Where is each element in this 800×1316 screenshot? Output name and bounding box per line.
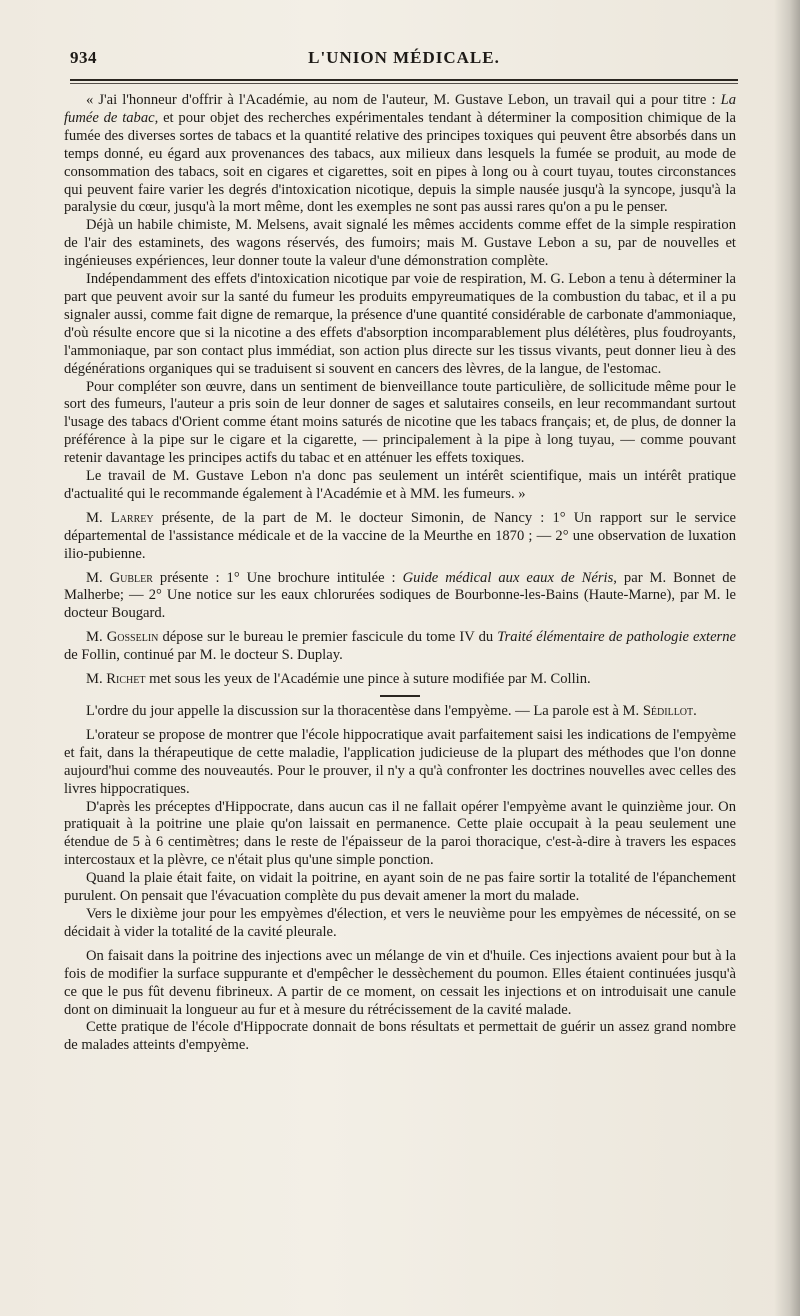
- paragraph: Vers le dixième jour pour les empyèmes d'élection, et vers le neuvième pour les empyèmes de nécessité, on se décidait à vider la totalité de la cavité pleurale.: [64, 905, 736, 940]
- speaker-name: Richet: [106, 671, 146, 688]
- speaker-name: Gosselin: [106, 629, 159, 646]
- paragraph: Pour compléter son œuvre, dans un sentiment de bienveillance toute particulière, de sollicitude même pour le sort des fumeurs, l'auteur a pris soin de leur donner de sages et salutaires conseils, en leur recommandant surtout l'usage des tabacs d'Orient comme étant moins saturés de nicotine que les tabacs français; et, de plus, de donner la préférence à la pipe sur le cigare et la cigarette, — principalement à la pipe à long tuyau, — comme pouvant retenir davantage les principes actifs du tabac et en atténuer les effets toxiques.: [64, 378, 736, 467]
- paragraph: « J'ai l'honneur d'offrir à l'Académie, au nom de l'auteur, M. Gustave Lebon, un travail qui a pour titre : La fumée de tabac, et pour objet des recherches expérimentales tendant à déterminer la composition chimique de la fumée des diverses sortes de tabacs et la quantité relative des principes toxiques qui peuvent être absorbés dans un temps donné, eu égard aux provenances des tabacs, aux milieux dans lesquels la fumée se produit, au mode de consommation des tabacs, soit en cigares et cigarettes, soit en pipes à long ou à court tuyau, toutes circonstances qui peuvent faire varier les degrés d'intoxication nicotique, depuis la simple nausée jusqu'à la syncope, jusqu'à la paralysie du cœur, jusqu'à la mort même, dont les exemples ne sont pas aussi rares qu'on a pu le penser.: [64, 92, 736, 216]
- paragraph: On faisait dans la poitrine des injections avec un mélange de vin et d'huile. Ces injections avaient pour but à la fois de modifier la surface suppurante et d'empêcher le dessèchement du poumon. Elles étaient continuées jusqu'à ce que le pus fût devenu fibrineux. A partir de ce moment, on cessait les injections et on introduisait une canule dont on diminuait la longueur au fur et à mesure du rétrécissement de la cavité malade.: [64, 947, 736, 1018]
- speaker-name: Gubler: [109, 569, 153, 586]
- presentation-item: M. Richet met sous les yeux de l'Académie une pince à suture modifiée par M. Collin.: [86, 671, 591, 688]
- page-edge-shadow: [774, 0, 800, 1316]
- presentation-item: M. Gosselin dépose sur le bureau le premier fascicule du tome IV du Traité élémentaire de pathologie externe de Follin, continué par M. le docteur S. Duplay.: [64, 629, 736, 664]
- presentation-item: M. Larrey présente, de la part de M. le docteur Simonin, de Nancy : 1° Un rapport sur le service départemental de l'assistance médicale et de la vaccine de la Meurthe en 1870 ; — 2° une observation de luxation ilio-pubienne.: [64, 509, 736, 562]
- paragraph: Quand la plaie était faite, on vidait la poitrine, en ayant soin de ne pas faire sortir la totalité de l'épanchement purulent. On pensait que l'évacuation complète du pus devait amener la mort du malade.: [64, 870, 736, 905]
- header-rule-thin: [70, 83, 738, 84]
- speaker-name: Sédillot: [642, 703, 694, 719]
- journal-title: L'UNION MÉDICALE.: [308, 48, 500, 67]
- discussion-intro: L'ordre du jour appelle la discussion sur la thoracentèse dans l'empyème. — La parole est à M. Sédillot.: [86, 703, 697, 719]
- paragraph: L'orateur se propose de montrer que l'école hippocratique avait parfaitement saisi les indications de l'empyème et fait, dans la thérapeutique de cette maladie, l'application judicieuse de la plupart des méthodes que l'on donne aujourd'hui comme des nouveautés. Pour le prouver, il n'y a qu'à confronter les doctrines nouvelles avec celles des livres hippocratiques.: [64, 726, 736, 797]
- paragraph: Le travail de M. Gustave Lebon n'a donc pas seulement un intérêt scientifique, mais un intérêt pratique d'actualité qui le recommande également à l'Académie et à MM. les fumeurs. »: [64, 468, 736, 502]
- speaker-name: Larrey: [110, 509, 154, 526]
- header-rule: [70, 79, 738, 81]
- paragraph: Déjà un habile chimiste, M. Melsens, avait signalé les mêmes accidents comme effet de la simple respiration de l'air des estaminets, des wagons réservés, des fumoirs; mais M. Gustave Lebon a su, par de nouvelles et ingénieuses expériences, leur donner toute la valeur d'une démonstration complète.: [64, 217, 736, 270]
- presentation-item: M. Gubler présente : 1° Une brochure intitulée : Guide médical aux eaux de Néris, par M. Bonnet de Malherbe; — 2° Une notice sur les eaux chlorurées sodiques de Bourbonne-les-Bains (Haute-Marne), par M. le docteur Bougard.: [64, 569, 737, 622]
- running-header: [70, 48, 738, 74]
- section-divider: [380, 695, 420, 697]
- paragraph: Cette pratique de l'école d'Hippocrate donnait de bons résultats et permettait de guérir un assez grand nombre de malades atteints d'empyème.: [64, 1019, 736, 1054]
- page-number: 934: [70, 48, 97, 67]
- paragraph: Indépendamment des effets d'intoxication nicotique par voie de respiration, M. G. Lebon a tenu à déterminer la part que peuvent avoir sur la santé du fumeur les produits empyreumatiques de la combustion du tabac, et il a pu signaler aussi, comme fait digne de remarque, la présence d'une quantité considérable de carbonate d'ammoniaque, d'où résulte encore que si la nicotine a des effets d'absorption incomparablement plus délétères, plus foudroyants, l'ammoniaque, par son contact plus immédiat, son action plus directe sur les tissus vivants, peut donner lieu à des dégénérations organiques qui se traduisent si souvent en cancers des lèvres, de la langue, de l'estomac.: [64, 271, 736, 377]
- body-text: [64, 92, 736, 1055]
- paragraph: D'après les préceptes d'Hippocrate, dans aucun cas il ne fallait opérer l'empyème avant le quinzième jour. On pratiquait à la poitrine une plaie qu'on laissait en permanence. Cette plaie occupait à la peau seulement une étendue de 5 à 6 centimètres; dans le reste de l'épaisseur de la paroi thoracique, c'est-à-dire à travers les espaces intercostaux et la plèvre, ce n'était plus qu'une simple ponction.: [64, 798, 736, 869]
